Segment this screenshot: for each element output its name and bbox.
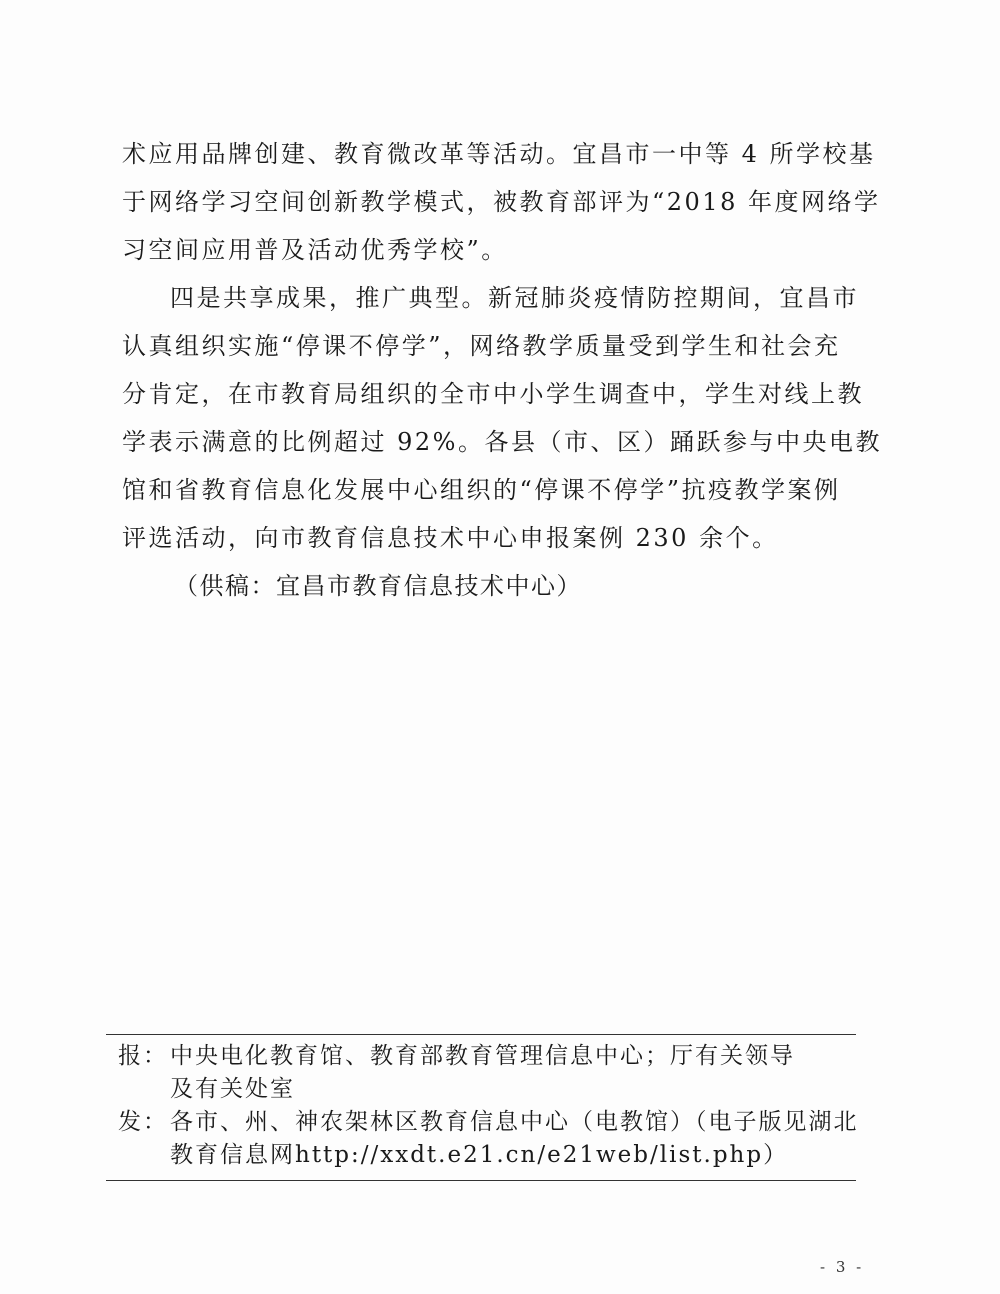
recipient-line: 各市、州、神农架林区教育信息中心（电教馆）（电子版见湖北 (170, 1109, 859, 1135)
paragraph-line: 习空间应用普及活动优秀学校”。 (122, 236, 508, 264)
divider-bottom (106, 1180, 856, 1181)
distribution-block (118, 1040, 858, 1172)
report-to-label: 报： (118, 1043, 168, 1069)
recipient-line: 及有关处室 (170, 1076, 295, 1102)
paragraph-line: 分肯定，在市教育局组织的全市中小学生调查中，学生对线上教 (122, 380, 864, 408)
paragraph-line: 馆和省教育信息化发展中心组织的“停课不停学”抗疫教学案例 (122, 476, 841, 504)
paragraph-line: 学表示满意的比例超过 92%。各县（市、区）踊跃参与中央电教 (122, 428, 882, 456)
paragraph-line: 认真组织实施“停课不停学”，网络教学质量受到学生和社会充 (122, 332, 841, 360)
report-to-row (118, 1040, 858, 1106)
paragraph-line: 于网络学习空间创新教学模式，被教育部评为“2018 年度网络学 (122, 188, 881, 216)
send-to-recipients (170, 1106, 859, 1172)
body-text (122, 130, 882, 610)
source-note: （供稿：宜昌市教育信息技术中心） (174, 572, 582, 600)
page-number: - 3 - (820, 1258, 865, 1276)
send-to-label: 发： (118, 1109, 168, 1135)
recipient-line: 教育信息网http://xxdt.e21.cn/e21web/list.php） (170, 1142, 789, 1168)
paragraph-line: 四是共享成果，推广典型。新冠肺炎疫情防控期间，宜昌市 (170, 284, 859, 312)
recipient-line: 中央电化教育馆、教育部教育管理信息中心；厅有关领导 (170, 1043, 795, 1069)
report-to-recipients (170, 1040, 858, 1106)
paragraph-line: 评选活动，向市教育信息技术中心申报案例 230 余个。 (122, 524, 779, 552)
paragraph-line: 术应用品牌创建、教育微改革等活动。宜昌市一中等 4 所学校基 (122, 140, 876, 168)
send-to-row (118, 1106, 858, 1172)
divider-top (106, 1034, 856, 1035)
